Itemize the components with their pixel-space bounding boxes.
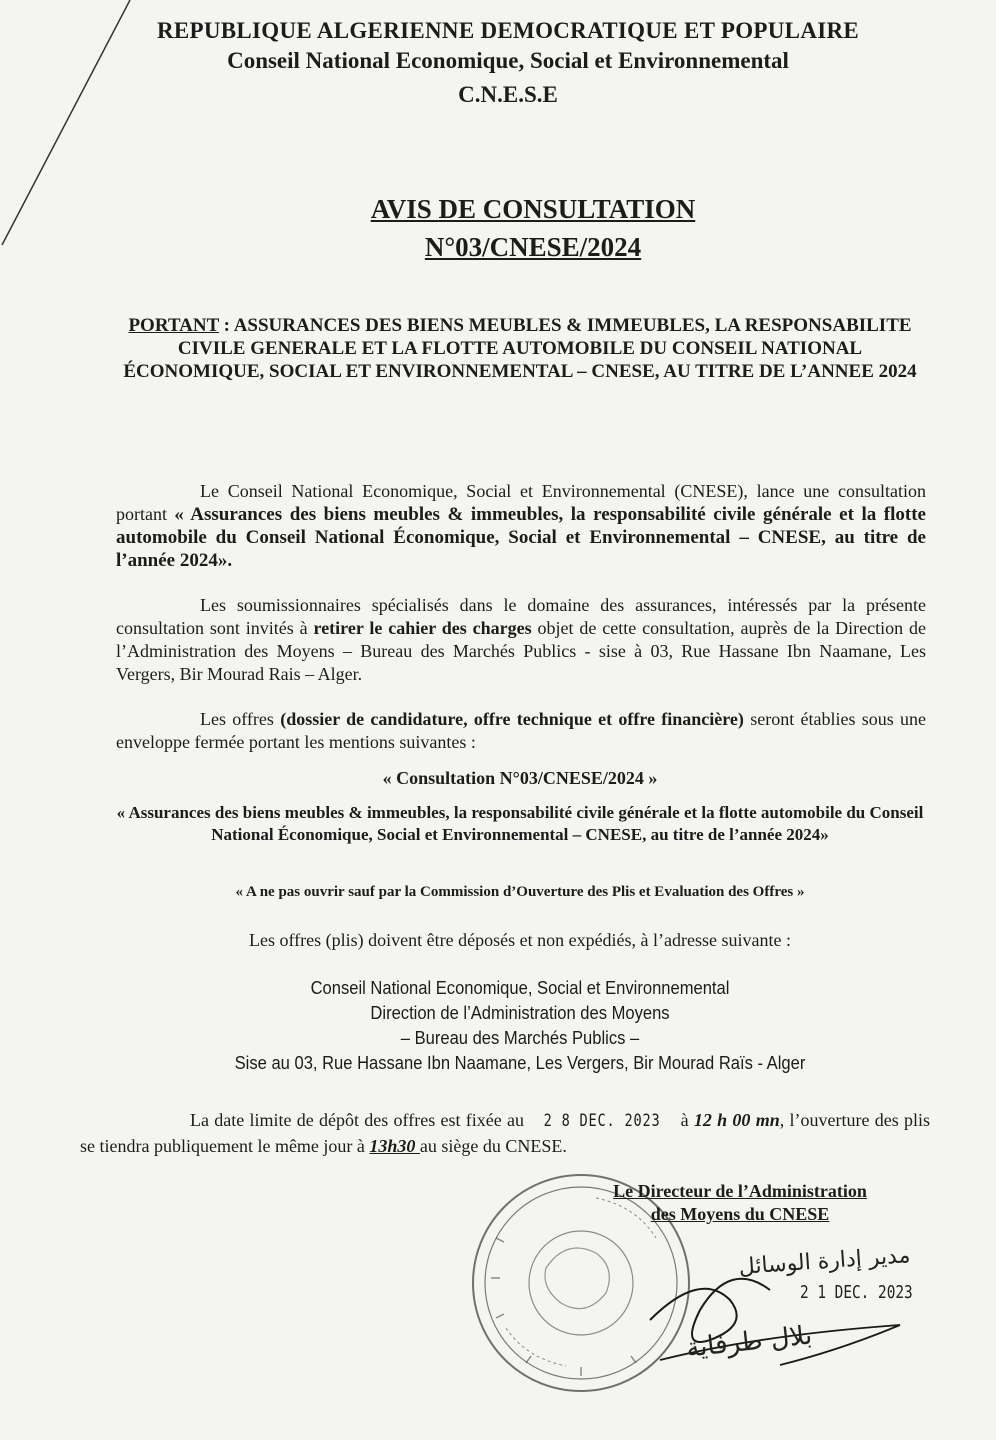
- deadline-part1: La date limite de dépôt des offres est fixée au: [190, 1110, 530, 1130]
- paragraph1-intro: Le Conseil National Economique, Social et Environnemental (CNESE), lance une consultation portant: [116, 481, 926, 524]
- received-date-stamp: 2 1 DEC. 2023: [800, 1282, 913, 1303]
- document-title: [0, 190, 996, 266]
- address-line3: – Bureau des Marchés Publics –: [400, 1028, 640, 1048]
- paragraph-offers: [116, 708, 926, 754]
- arabic-title: مدير إدارة الوسائل: [737, 1243, 912, 1280]
- deposit-intro: Les offres (plis) doivent être déposés et non expédiés, à l’adresse suivante :: [249, 930, 791, 950]
- deadline-date-stamp: 2 8 DEC. 2023: [543, 1111, 661, 1131]
- handwritten-signature: [640, 1240, 940, 1390]
- subject-text: : ASSURANCES DES BIENS MEUBLES & IMMEUBLES, LA RESPONSABILITE CIVILE GENERALE ET LA FLOTTE AUTOMOBILE DU CONSEIL NATIONAL ÉCONOMIQUE, SOCIAL ET ENVIRONNEMENTAL – CNESE, AU TITRE DE L’ANNEE 2024: [123, 315, 917, 382]
- title-avis: AVIS DE CONSULTATION: [370, 194, 696, 224]
- address-line4: Sise au 03, Rue Hassane Ibn Naamane, Les Vergers, Bir Mourad Raïs - Alger: [234, 1053, 806, 1073]
- paragraph3-bold: (dossier de candidature, offre technique et offre financière): [280, 709, 744, 729]
- paragraph2-bold: retirer le cahier des charges: [313, 618, 532, 638]
- deadline-part3: , l’ouverture des plis se tiendra publiquement le même jour à: [80, 1110, 930, 1156]
- deposit-address: [110, 976, 930, 1076]
- signatory-line2: des Moyens du CNESE: [650, 1204, 830, 1224]
- address-line2: Direction de l’Administration des Moyens: [370, 1003, 670, 1023]
- signatory-line1: Le Directeur de l’Administration: [613, 1181, 867, 1201]
- deadline-part4: au siège du CNESE.: [419, 1136, 567, 1156]
- deadline-time: 12 h 00 mn: [693, 1110, 780, 1130]
- opening-time: 13h30: [369, 1136, 420, 1156]
- mention-object: « Assurances des biens meubles & immeubles, la responsabilité civile générale et la flotte automobile du Conseil National Économique, Social et Environnemental – CNESE, au titre de l’année 2024»: [116, 803, 924, 844]
- paragraph3-part1: Les offres: [200, 709, 281, 729]
- arabic-name: بلال طرفاية: [684, 1320, 814, 1364]
- header-council: Conseil National Economique, Social et Environnemental: [227, 48, 789, 73]
- subject-block: [110, 314, 930, 383]
- paragraph2-part1: Les soumissionnaires spécialisés dans le domaine des assurances, intéressés par la présente consultation sont invités à: [116, 595, 926, 638]
- subject-label: PORTANT: [128, 315, 219, 336]
- deadline-part2: à: [675, 1110, 694, 1130]
- paragraph1-object: « Assurances des biens meubles & immeubles, la responsabilité civile générale et la flotte automobile du Conseil National Économique, Social et Environnemental – CNESE, au titre de l’année 2024».: [116, 504, 926, 571]
- header-acronym: C.N.E.S.E: [458, 82, 558, 107]
- paragraph3-part2: seront établies sous une enveloppe fermée portant les mentions suivantes :: [116, 709, 927, 752]
- paragraph2-part2: objet de cette consultation, auprès de la Direction de l’Administration des Moyens – Bureau des Marchés Publics - sise à 03, Rue Hassane Ibn Naamane, Les Vergers, Bir Mourad Rais – Alger.: [116, 618, 926, 684]
- paragraph-deadline: [80, 1108, 930, 1159]
- title-reference: N°03/CNESE/2024: [424, 232, 642, 262]
- paragraph-bidders: [116, 594, 926, 686]
- signatory-title: [560, 1180, 920, 1226]
- mention-warning: « A ne pas ouvrir sauf par la Commission d’Ouverture des Plis et Evaluation des Offres »: [235, 884, 805, 900]
- address-line1: Conseil National Economique, Social et Environnemental: [310, 978, 730, 998]
- paragraph-launch: [116, 480, 926, 572]
- document-header: [0, 18, 996, 108]
- mention-reference: « Consultation N°03/CNESE/2024 »: [382, 768, 658, 788]
- header-republic: REPUBLIQUE ALGERIENNE DEMOCRATIQUE ET POPULAIRE: [156, 18, 860, 43]
